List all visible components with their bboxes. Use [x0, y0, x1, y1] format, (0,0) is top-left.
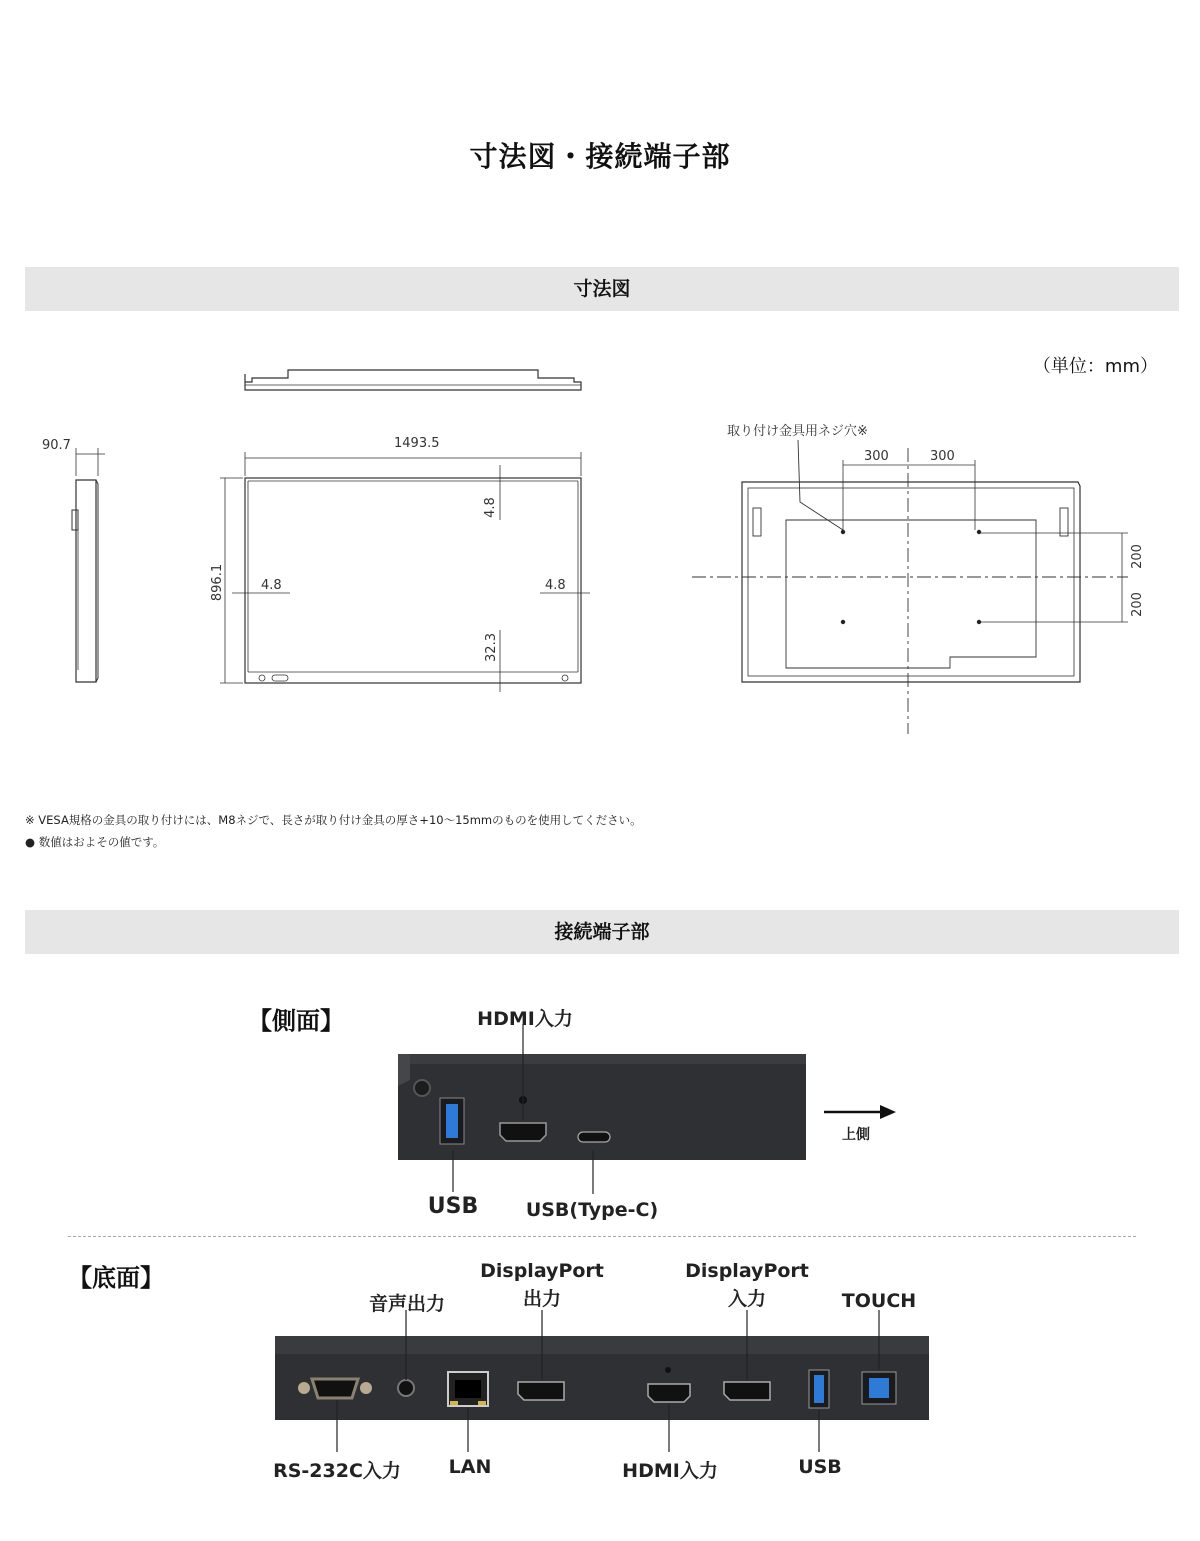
bottom-panel-photo	[0, 1300, 1200, 1460]
side-hdmi-label: HDMI入力	[477, 1008, 573, 1030]
usb-c-port-icon	[578, 1132, 610, 1142]
dp-in-label-1: DisplayPort	[685, 1260, 809, 1282]
width-label: 1493.5	[394, 436, 440, 451]
bezel-right-label: 4.8	[545, 578, 566, 593]
dimension-drawing	[0, 330, 1200, 750]
bezel-left-label: 4.8	[261, 578, 282, 593]
unit-label: （単位：mm）	[1032, 356, 1158, 377]
hdmi-port-icon	[500, 1123, 546, 1141]
dp-in-port-icon	[724, 1382, 770, 1400]
vesa-v-top-label: 200	[1129, 544, 1145, 569]
audio-out-label: 音声出力	[368, 1293, 445, 1315]
side-usb-c-label: USB(Type-C)	[525, 1199, 659, 1221]
lan-label: LAN	[448, 1456, 492, 1478]
rear-view-outline	[742, 482, 1080, 682]
vesa-note: ※ VESA規格の金具の取り付けには、M8ネジで、長さが取り付け金具の厚さ+10〜15mmのものを使用してください。	[25, 813, 642, 827]
bottom-heading: 【底面】	[68, 1264, 164, 1292]
audio-jack-icon	[398, 1380, 414, 1396]
vesa-h-right-label: 300	[930, 449, 955, 464]
vesa-hole	[977, 530, 981, 534]
bottom-hdmi-label: HDMI入力	[622, 1460, 718, 1482]
height-label: 896.1	[210, 563, 226, 602]
bottom-usb-label: USB	[798, 1456, 842, 1478]
vesa-hole	[841, 530, 845, 534]
top-view-outline	[245, 370, 581, 390]
bezel-top-label: 4.8	[482, 497, 498, 518]
depth-label: 90.7	[42, 438, 71, 453]
direction-label: 上側	[842, 1127, 870, 1143]
dp-out-label-1: DisplayPort	[480, 1260, 604, 1282]
usb-a-port-icon	[814, 1375, 824, 1403]
side-heading: 【側面】	[248, 1007, 344, 1035]
touch-label: TOUCH	[841, 1290, 917, 1312]
front-view-outline	[245, 478, 581, 683]
rear-panel-block	[786, 520, 1036, 668]
rs232c-port-icon	[312, 1379, 358, 1398]
side-panel-photo	[0, 1020, 1200, 1220]
side-usb-label: USB	[427, 1194, 479, 1219]
vesa-v-bottom-label: 200	[1129, 592, 1145, 617]
vesa-h-left-label: 300	[864, 449, 889, 464]
approx-note: ● 数値はおよその値です。	[25, 835, 165, 849]
page-title: 寸法図・接続端子部	[469, 140, 731, 173]
usb-b-port-icon	[869, 1378, 889, 1398]
hdmi-port-icon	[648, 1384, 690, 1402]
connectors-band: 接続端子部	[25, 910, 1179, 954]
bezel-bottom-label: 32.3	[483, 633, 499, 662]
vesa-hole	[977, 620, 981, 624]
usb-a-port-icon	[446, 1104, 458, 1138]
screw-icon	[414, 1080, 430, 1096]
side-view-outline	[76, 480, 96, 682]
vesa-hole-label: 取り付け金具用ネジ穴※	[727, 424, 868, 439]
vesa-hole	[841, 620, 845, 624]
dimensions-band: 寸法図	[25, 267, 1179, 311]
dp-out-port-icon	[518, 1382, 564, 1400]
dp-in-label-2: 入力	[727, 1288, 766, 1310]
rs232c-label: RS-232C入力	[273, 1460, 401, 1482]
dp-out-label-2: 出力	[522, 1288, 561, 1310]
section-divider	[68, 1236, 1136, 1237]
